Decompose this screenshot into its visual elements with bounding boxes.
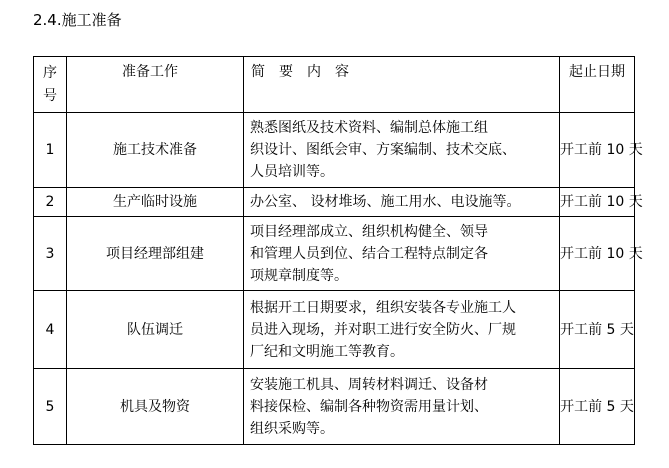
table-row [34,217,635,291]
row-content [244,369,560,445]
row-number: 3 [34,217,67,291]
content-line: 厂纪和文明施工等教育。 [250,343,404,360]
table-row [34,369,635,445]
content-line: 料接保检、编制各种物资需用量计划、 [250,398,488,415]
row-number: 5 [34,369,67,445]
row-content [244,113,560,188]
content-line: 熟悉图纸及技术资料、编制总体施工组 [250,120,488,136]
content-line: 项规章制度等。 [250,267,348,284]
row-number: 1 [34,113,67,188]
table-row [34,291,635,369]
header-sequence-line-2: 号 [43,88,57,104]
row-task: 生产临时设施 [67,188,244,217]
content-line: 安装施工机具、周转材料调迁、设备材 [250,376,488,393]
header-start-end-date: 起止日期 [560,57,635,113]
row-content [244,188,560,217]
preparation-table [33,56,643,445]
header-sequence-line-1: 序 [43,65,57,81]
content-line: 组织采购等。 [250,420,334,437]
row-task: 项目经理部组建 [67,217,244,291]
row-date: 开工前 5 天 [560,369,635,445]
section-heading: 2.4.施工准备 [33,11,122,29]
row-date: 开工前 5 天 [560,291,635,369]
header-preparation-work: 准备工作 [67,57,244,113]
row-date: 开工前 10 天 [560,113,635,188]
table-row [34,113,635,188]
row-date: 开工前 10 天 [560,188,635,217]
content-line: 织设计、图纸会审、方案编制、技术交底、 [250,142,516,158]
header-sequence-number [34,57,67,113]
content-line: 根据开工日期要求，组织安装各专业施工人 [250,299,516,316]
content-line: 办公室、 设材堆场、施工用水、电设施等。 [250,194,521,210]
content-line: 员进入现场，并对职工进行安全防火、厂规 [250,321,516,338]
row-content [244,217,560,291]
table-row [34,188,635,217]
row-number: 4 [34,291,67,369]
row-task: 机具及物资 [67,369,244,445]
table-header-row [34,57,635,113]
row-date: 开工前 10 天 [560,217,635,291]
row-task: 施工技术准备 [67,113,244,188]
content-line: 人员培训等。 [250,164,334,180]
content-line: 和管理人员到位、结合工程特点制定各 [250,245,488,262]
row-task: 队伍调迁 [67,291,244,369]
row-number: 2 [34,188,67,217]
header-brief-content: 简 要 内 容 [244,57,560,113]
content-line: 项目经理部成立、组织机构健全、领导 [250,223,488,240]
row-content [244,291,560,369]
